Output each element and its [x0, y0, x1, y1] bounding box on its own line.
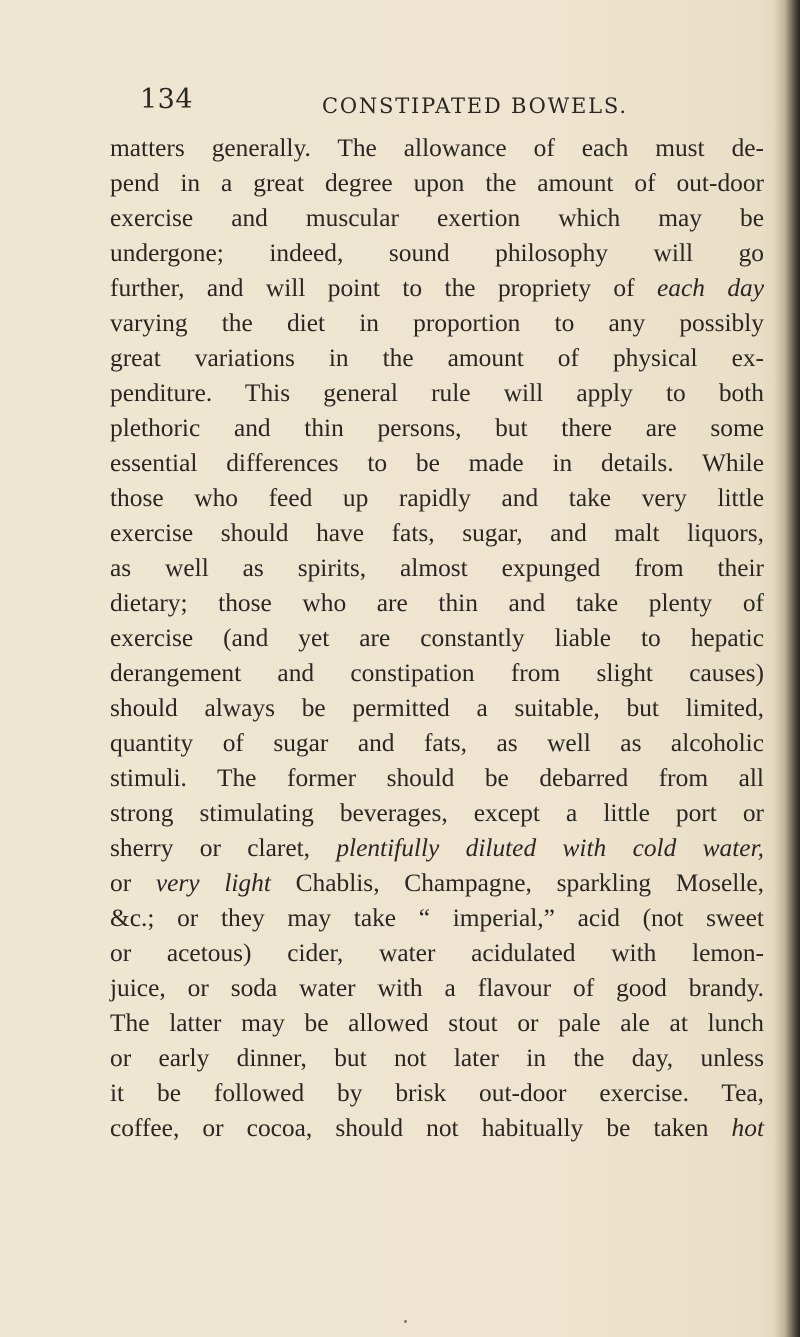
italic-emphasis: hot — [731, 1114, 764, 1142]
text-line: should always be permitted a suitable, but limited, — [110, 694, 764, 722]
text-line: undergone; indeed, sound philosophy will go — [110, 239, 764, 267]
text-line: dietary; those who are thin and take plenty of — [110, 589, 764, 617]
page-number: 134 — [140, 84, 194, 115]
text-line: exercise (and yet are constantly liable to hepatic — [110, 624, 764, 652]
running-head: CONSTIPATED BOWELS. — [322, 94, 628, 118]
text-line: quantity of sugar and fats, as well as alcoholic — [110, 729, 764, 757]
text-line: juice, or soda water with a flavour of good brandy. — [110, 974, 764, 1002]
text-line: &c.; or they may take “ imperial,” acid (not sweet — [110, 904, 764, 932]
text-line: as well as spirits, almost expunged from their — [110, 554, 764, 582]
text-line: exercise should have fats, sugar, and malt liquors, — [110, 519, 764, 547]
text-line: derangement and constipation from slight causes) — [110, 659, 764, 687]
text-line: stimuli. The former should be debarred from all — [110, 764, 764, 792]
page-edge-shadow — [774, 0, 800, 1337]
text-line: The latter may be allowed stout or pale ale at lunch — [110, 1009, 764, 1037]
text-line: exercise and muscular exertion which may be — [110, 204, 764, 232]
text-line: it be followed by brisk out-door exercise. Tea, — [110, 1079, 764, 1107]
page-header — [140, 85, 780, 121]
text-line: or acetous) cider, water acidulated with lemon- — [110, 939, 764, 967]
text-line: matters generally. The allowance of each must de- — [110, 134, 764, 162]
text-line: those who feed up rapidly and take very little — [110, 484, 764, 512]
text-line: coffee, or cocoa, should not habitually be taken hot — [110, 1114, 764, 1142]
text-line: essential differences to be made in details. While — [110, 449, 764, 477]
body-paragraph — [110, 131, 764, 1146]
italic-emphasis: each day — [656, 274, 764, 302]
paper-speck — [404, 1320, 407, 1323]
text-line: varying the diet in proportion to any possibly — [110, 309, 764, 337]
text-line: pend in a great degree upon the amount of out-door — [110, 169, 764, 197]
text-line: sherry or claret, plentifully diluted with cold water, — [110, 834, 764, 862]
text-line: further, and will point to the propriety of each day — [110, 274, 764, 302]
italic-emphasis: plentifully diluted with cold water, — [336, 834, 764, 862]
text-line: great variations in the amount of physical ex- — [110, 344, 764, 372]
text-line: plethoric and thin persons, but there are some — [110, 414, 764, 442]
text-line: strong stimulating beverages, except a little port or — [110, 799, 764, 827]
italic-emphasis: very light — [155, 869, 271, 897]
text-line: or very light Chablis, Champagne, sparkling Moselle, — [110, 869, 765, 897]
text-line: or early dinner, but not later in the day, unless — [110, 1044, 764, 1072]
text-line: penditure. This general rule will apply to both — [110, 379, 764, 407]
